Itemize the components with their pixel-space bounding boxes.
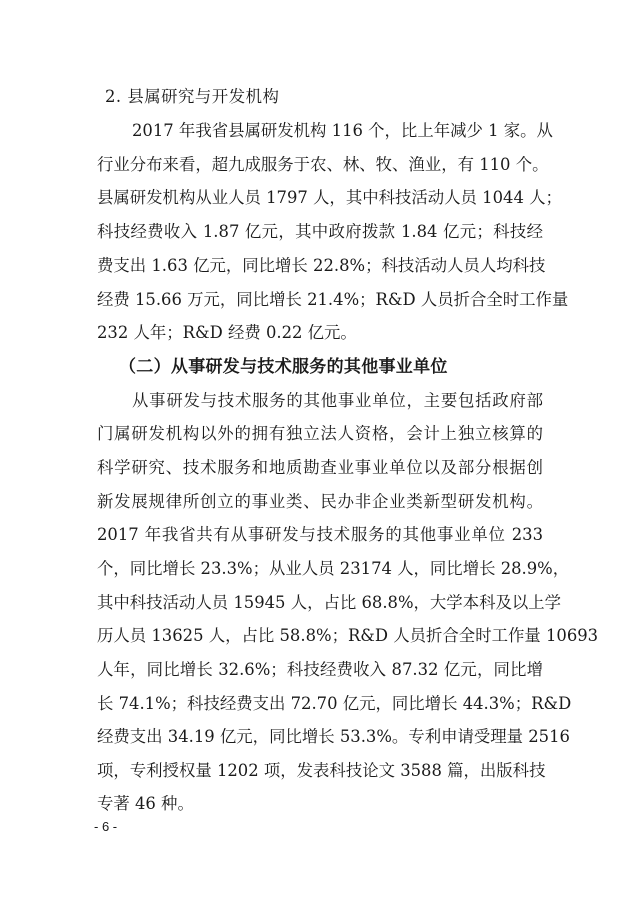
paragraph-line: 门属研发机构以外的拥有独立法人资格，会计上独立核算的	[97, 424, 543, 443]
paragraph-line: 从事研发与技术服务的其他事业单位，主要包括政府部	[132, 391, 543, 410]
paragraph-line: 2017 年我省县属研发机构 116 个，比上年减少 1 家。从	[132, 121, 553, 140]
paragraph-line: 科技经费收入 1.87 亿元，其中政府拨款 1.84 亿元；科技经	[97, 222, 543, 241]
paragraph-line: 专著 46 种。	[97, 794, 194, 813]
paragraph-line: 2017 年我省共有从事研发与技术服务的其他事业单位 233	[97, 525, 543, 544]
paragraph-line: 费支出 1.63 亿元，同比增长 22.8%；科技活动人员人均科技	[97, 256, 546, 275]
paragraph-line: 历人员 13625 人，占比 58.8%；R&D 人员折合全时工作量 10693	[97, 626, 599, 645]
paragraph-line: 科学研究、技术服务和地质勘查业事业单位以及部分根据创	[97, 458, 543, 477]
paragraph-line: 232 人年；R&D 经费 0.22 亿元。	[97, 323, 357, 342]
paragraph-line: 长 74.1%；科技经费支出 72.70 亿元，同比增长 44.3%；R&D	[97, 694, 572, 713]
paragraph-line: 新发展规律所创立的事业类、民办非企业类新型研发机构。	[97, 492, 543, 511]
paragraph-line: 经费支出 34.19 亿元，同比增长 53.3%。专利申请受理量 2516	[97, 727, 570, 746]
paragraph-line: 县属研发机构从业人员 1797 人，其中科技活动人员 1044 人；	[97, 188, 562, 207]
paragraph-line: 行业分布来看，超九成服务于农、林、牧、渔业，有 110 个。	[97, 155, 549, 174]
paragraph-line: 项，专利授权量 1202 项，发表科技论文 3588 篇，出版科技	[97, 761, 546, 780]
paragraph-line: 经费 15.66 万元，同比增长 21.4%；R&D 人员折合全时工作量	[97, 290, 569, 309]
paragraph-line: 其中科技活动人员 15945 人，占比 68.8%，大学本科及以上学	[97, 593, 562, 612]
section-heading: （二）从事研发与技术服务的其他事业单位	[119, 357, 448, 377]
page-number: - 6 -	[94, 819, 118, 834]
paragraph-line: 个，同比增长 23.3%；从业人员 23174 人，同比增长 28.9%，	[97, 559, 570, 578]
paragraph-line: 人年，同比增长 32.6%；科技经费收入 87.32 亿元，同比增	[97, 660, 543, 679]
subsection-heading: 2. 县属研究与开发机构	[105, 87, 280, 106]
